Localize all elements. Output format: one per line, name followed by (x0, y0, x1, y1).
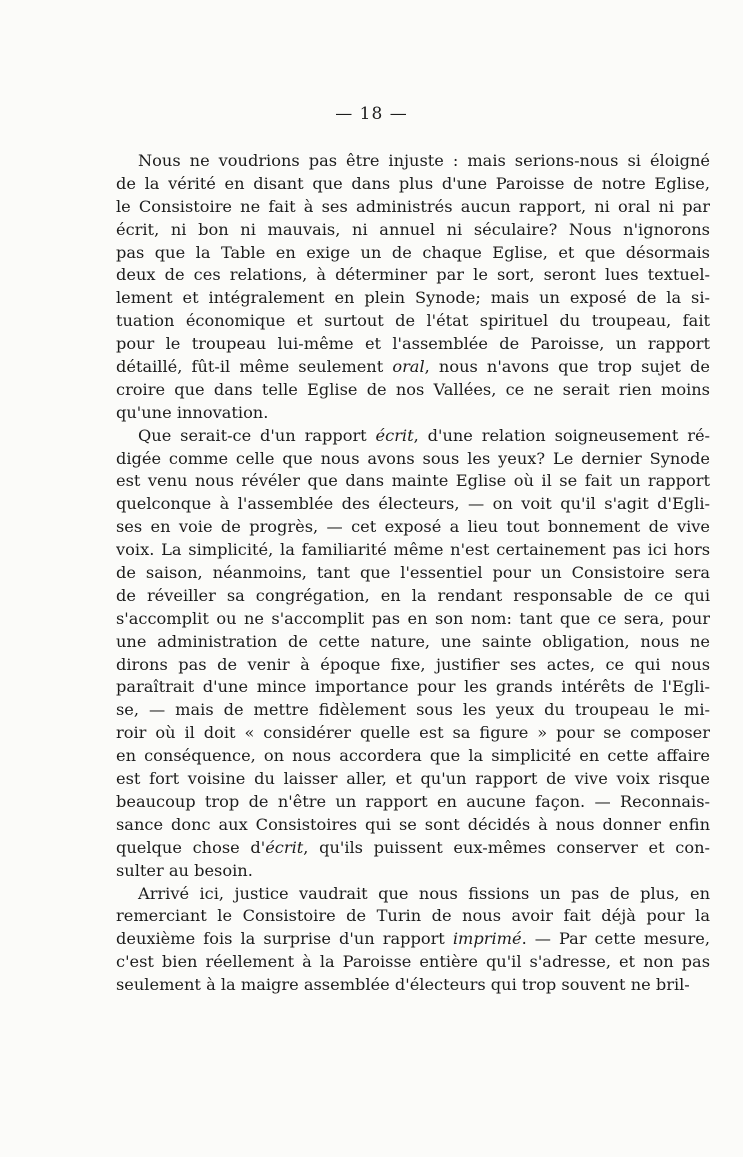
paragraph (116, 883, 710, 997)
text-line: pour le troupeau lui-même et l'assemblée de Paroisse, un rapport (116, 334, 710, 354)
text-line: deuxième fois la surprise d'un rapport imprimé. — Par cette mesure, (116, 929, 710, 949)
text-line: quelque chose d'écrit, qu'ils puissent eux-mêmes conserver et con- (116, 837, 710, 857)
text-line: s'accomplit ou ne s'accomplit pas en son nom: tant que ce sera, pour (116, 608, 710, 628)
text-line: digée comme celle que nous avons sous les yeux? Le dernier Synode (116, 448, 710, 468)
text-line: beaucoup trop de n'être un rapport en aucune façon. — Reconnais- (116, 791, 710, 811)
text-line: est venu nous révéler que dans mainte Eglise où il se fait un rapport (116, 471, 710, 491)
text-line: voix. La simplicité, la familiarité même n'est certainement pas ici hors (116, 540, 710, 560)
text-line: détaillé, fût-il même seulement oral, nous n'avons que trop sujet de (116, 357, 710, 377)
paragraph (116, 150, 710, 425)
text-line: sance donc aux Consistoires qui se sont décidés à nous donner enfin (116, 814, 710, 834)
text-line: remerciant le Consistoire de Turin de nous avoir fait déjà pour la (116, 906, 710, 926)
text-line: se, — mais de mettre fidèlement sous les yeux du troupeau le mi- (116, 700, 710, 720)
text-line: croire que dans telle Eglise de nos Vallées, ce ne serait rien moins (116, 379, 710, 399)
text-line: en conséquence, on nous accordera que la simplicité en cette affaire (116, 746, 710, 766)
text-line: Nous ne voudrions pas être injuste : mais serions-nous si éloigné (138, 151, 710, 170)
text-line: lement et intégralement en plein Synode; mais un exposé de la si- (116, 288, 710, 308)
text-line: de la vérité en disant que dans plus d'une Paroisse de notre Eglise, (116, 173, 710, 193)
page-number: — 18 — (335, 104, 408, 124)
text-line: seulement à la maigre assemblée d'électeurs qui trop souvent ne bril- (116, 975, 690, 995)
text-line: tuation économique et surtout de l'état spirituel du troupeau, fait (116, 311, 710, 331)
body-text (116, 150, 710, 997)
text-line: Que serait-ce d'un rapport écrit, d'une relation soigneusement ré- (138, 425, 710, 445)
text-line: une administration de cette nature, une sainte obligation, nous ne (116, 631, 710, 651)
text-line: de saison, néanmoins, tant que l'essentiel pour un Consistoire sera (116, 563, 710, 583)
text-line: Arrivé ici, justice vaudrait que nous fissions un pas de plus, en (138, 883, 710, 903)
text-line: c'est bien réellement à la Paroisse entière qu'il s'adresse, et non pas (116, 952, 710, 972)
text-line: roir où il doit « considérer quelle est sa figure » pour se composer (116, 723, 710, 743)
text-line: deux de ces relations, à déterminer par le sort, seront lues textuel- (116, 265, 710, 285)
text-line: paraîtrait d'une mince importance pour les grands intérêts de l'Egli- (116, 677, 710, 697)
text-line: écrit, ni bon ni mauvais, ni annuel ni séculaire? Nous n'ignorons (116, 219, 710, 239)
text-line: dirons pas de venir à époque fixe, justifier ses actes, ce qui nous (116, 654, 710, 674)
text-line: sulter au besoin. (116, 860, 253, 880)
text-line: le Consistoire ne fait à ses administrés aucun rapport, ni oral ni par (116, 196, 710, 216)
text-line: est fort voisine du laisser aller, et qu'un rapport de vive voix risque (116, 769, 710, 789)
paragraph (116, 425, 710, 883)
text-line: qu'une innovation. (116, 402, 269, 422)
text-line: de réveiller sa congrégation, en la rendant responsable de ce qui (116, 585, 710, 605)
text-line: quelconque à l'assemblée des électeurs, — on voit qu'il s'agit d'Egli- (116, 494, 710, 514)
text-line: ses en voie de progrès, — cet exposé a lieu tout bonnement de vive (116, 517, 710, 537)
text-line: pas que la Table en exige un de chaque Eglise, et que désormais (116, 242, 710, 262)
